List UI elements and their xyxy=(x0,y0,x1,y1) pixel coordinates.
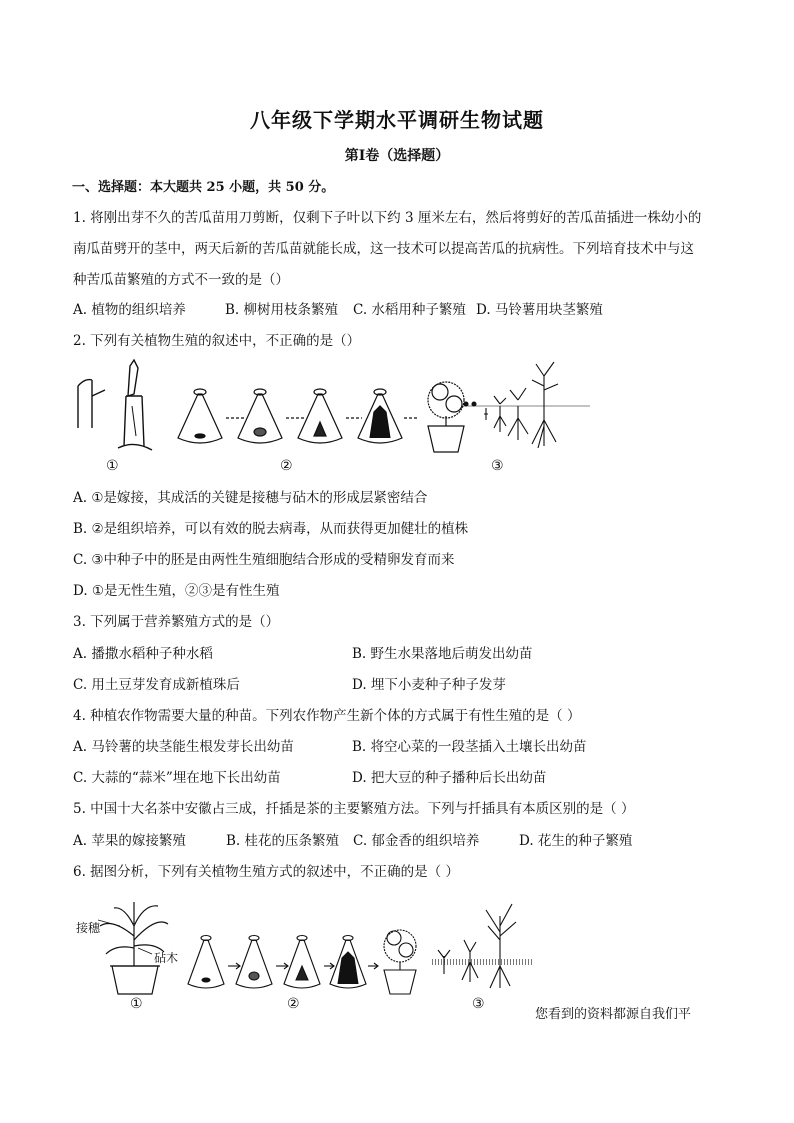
q4-option-d[interactable]: D. 把大豆的种子播种后长出幼苗 xyxy=(352,770,547,786)
q3-option-c[interactable]: C. 用土豆芽发育成新植珠后 xyxy=(73,677,240,693)
q2-option-b[interactable]: B. ②是组织培养，可以有效的脱去病毒，从而获得更加健壮的植株 xyxy=(73,521,469,537)
q4-option-a[interactable]: A. 马铃薯的块茎能生根发芽长出幼苗 xyxy=(73,739,294,755)
q2-fig-label-3: ③ xyxy=(491,458,504,474)
q6-stock-label: 砧木 xyxy=(154,951,179,965)
q3-option-a[interactable]: A. 播撒水稻种子种水稻 xyxy=(73,646,213,662)
q1-stem-line-1: 1. 将刚出芽不久的苦瓜苗用刀剪断，仅剩下子叶以下约 3 厘米左右，然后将剪好的苦瓜苗插进一株幼小的 xyxy=(73,210,702,226)
tissue-culture-flasks-illustration xyxy=(188,930,416,994)
seedling-growth-illustration xyxy=(432,904,532,988)
q2-option-c[interactable]: C. ③中种子中的胚是由两性生殖细胞结合形成的受精卵发育而来 xyxy=(73,552,455,568)
q5-option-a[interactable]: A. 苹果的嫁接繁殖 xyxy=(73,833,186,849)
footer-watermark-text: 您看到的资料都源自我们平 xyxy=(535,1007,692,1022)
seed-germination-illustration xyxy=(462,362,590,448)
q2-fig-label-2: ② xyxy=(280,458,293,474)
q2-figure xyxy=(70,356,590,456)
q1-stem-line-2: 南瓜苗劈开的茎中，两天后新的苦瓜苗就能长成，这一技术可以提高苦瓜的抗病性。下列培育技术中与这 xyxy=(73,241,694,257)
q6-stem: 6. 据图分析，下列有关植物生殖方式的叙述中，不正确的是（ ） xyxy=(73,864,459,880)
q3-stem: 3. 下列属于营养繁殖方式的是（） xyxy=(73,614,280,630)
q2-fig-label-1: ① xyxy=(106,458,119,474)
q6-fig-label-1: ① xyxy=(130,996,143,1012)
q1-stem-line-3: 种苦瓜苗繁殖的方式不一致的是（） xyxy=(73,272,289,288)
q6-fig-label-3: ③ xyxy=(472,996,485,1012)
q1-option-d[interactable]: D. 马铃薯用块茎繁殖 xyxy=(476,302,603,318)
q2-option-d[interactable]: D. ①是无性生殖，②③是有性生殖 xyxy=(73,583,280,599)
q4-option-b[interactable]: B. 将空心菜的一段茎插入土壤长出幼苗 xyxy=(352,739,587,755)
tissue-culture-illustration xyxy=(178,382,464,452)
q6-figure xyxy=(72,896,542,996)
q1-option-c[interactable]: C. 水稻用种子繁殖 xyxy=(353,302,466,318)
page-title: 八年级下学期水平调研生物试题 xyxy=(250,108,544,132)
q3-option-d[interactable]: D. 埋下小麦种子种子发芽 xyxy=(352,677,506,693)
q5-stem: 5. 中国十大名茶中安徽占三成，扦插是茶的主要繁殖方法。下列与扦插具有本质区别的是（ ） xyxy=(73,801,635,817)
q5-option-c[interactable]: C. 郁金香的组织培养 xyxy=(353,833,480,849)
q5-option-d[interactable]: D. 花生的种子繁殖 xyxy=(519,833,633,849)
page-subtitle: 第Ⅰ卷（选择题） xyxy=(344,148,450,164)
q1-option-a[interactable]: A. 植物的组织培养 xyxy=(73,302,186,318)
q4-stem: 4. 种植农作物需要大量的种苗。下列农作物产生新个体的方式属于有性生殖的是（ ） xyxy=(73,708,581,724)
section-heading: 一、选择题：本大题共 25 小题，共 50 分。 xyxy=(72,180,335,195)
q1-option-b[interactable]: B. 柳树用枝条繁殖 xyxy=(225,302,339,318)
grafting-pot-illustration xyxy=(98,902,168,994)
q4-option-c[interactable]: C. 大蒜的“蒜米”埋在地下长出幼苗 xyxy=(73,770,281,786)
q6-fig-label-2: ② xyxy=(287,996,300,1012)
q6-scion-label: 接穗 xyxy=(76,921,101,935)
q2-stem: 2. 下列有关植物生殖的叙述中，不正确的是（） xyxy=(73,333,361,349)
grafting-illustration xyxy=(78,360,152,450)
q5-option-b[interactable]: B. 桂花的压条繁殖 xyxy=(226,833,340,849)
q3-option-b[interactable]: B. 野生水果落地后萌发出幼苗 xyxy=(352,646,533,662)
q2-option-a[interactable]: A. ①是嫁接，其成活的关键是接穗与砧木的形成层紧密结合 xyxy=(73,490,428,506)
